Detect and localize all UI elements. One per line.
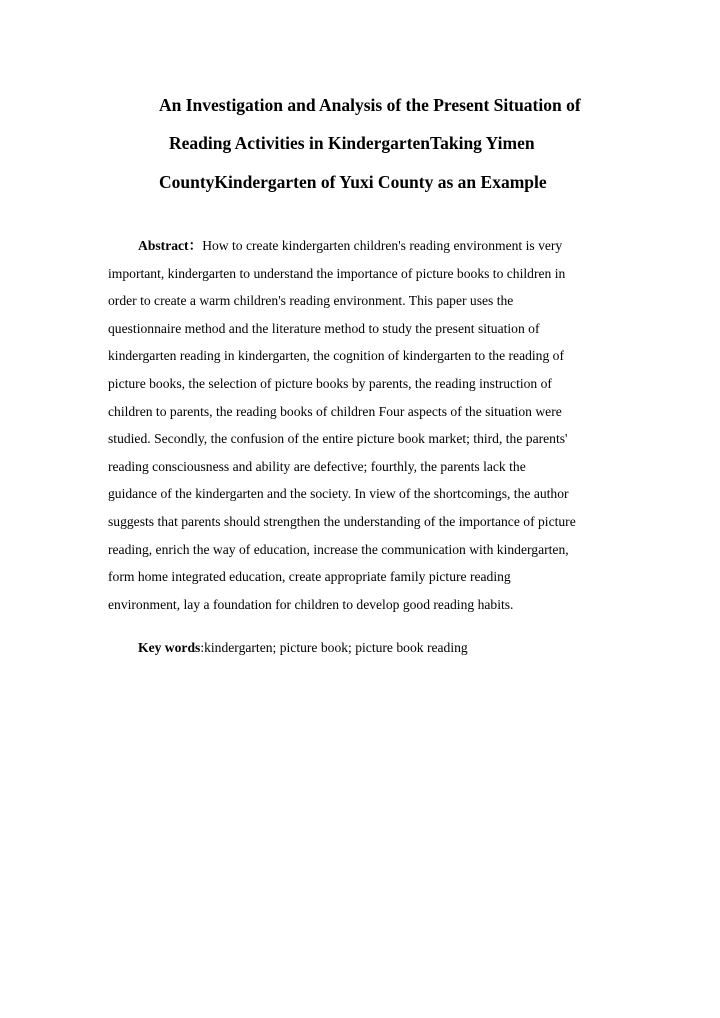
abstract-line-4: questionnaire method and the literature method to study the present situation of — [108, 320, 540, 336]
abstract-line-7: children to parents, the reading books of children Four aspects of the situation were — [108, 403, 562, 419]
abstract-section — [108, 232, 618, 618]
abstract-line-9: reading consciousness and ability are defective; fourthly, the parents lack the — [108, 458, 526, 474]
keywords-label: Key words — [138, 640, 201, 655]
keywords-value: :kindergarten; picture book; picture book reading — [200, 640, 468, 655]
abstract-line-8: studied. Secondly, the confusion of the entire picture book market; third, the parents' — [108, 431, 568, 447]
title-line-1: An Investigation and Analysis of the Present Situation of — [159, 95, 581, 115]
abstract-label: Abstract： — [138, 238, 203, 253]
abstract-line-6: picture books, the selection of picture books by parents, the reading instruction of — [108, 375, 552, 391]
abstract-line-1 — [108, 232, 618, 260]
title-line-3: CountyKindergarten of Yuxi County as an Example — [159, 172, 547, 192]
abstract-line-11: suggests that parents should strengthen the understanding of the importance of picture — [108, 513, 576, 529]
abstract-line-5: kindergarten reading in kindergarten, the cognition of kindergarten to the reading of — [108, 348, 565, 364]
abstract-line-2: important, kindergarten to understand the importance of picture books to children in — [108, 265, 566, 281]
abstract-line-12: reading, enrich the way of education, increase the communication with kindergarten, — [108, 541, 569, 557]
abstract-line-14: environment, lay a foundation for children to develop good reading habits. — [108, 596, 514, 612]
abstract-line-3: order to create a warm children's reading environment. This paper uses the — [108, 293, 514, 309]
abstract-line-10: guidance of the kindergarten and the society. In view of the shortcomings, the author — [108, 486, 569, 502]
abstract-text: How to create kindergarten children's reading environment is very — [202, 238, 563, 253]
keywords-section — [138, 638, 468, 658]
abstract-line-13: form home integrated education, create appropriate family picture reading — [108, 569, 511, 585]
title-line-2: Reading Activities in KindergartenTaking Yimen — [169, 133, 535, 153]
